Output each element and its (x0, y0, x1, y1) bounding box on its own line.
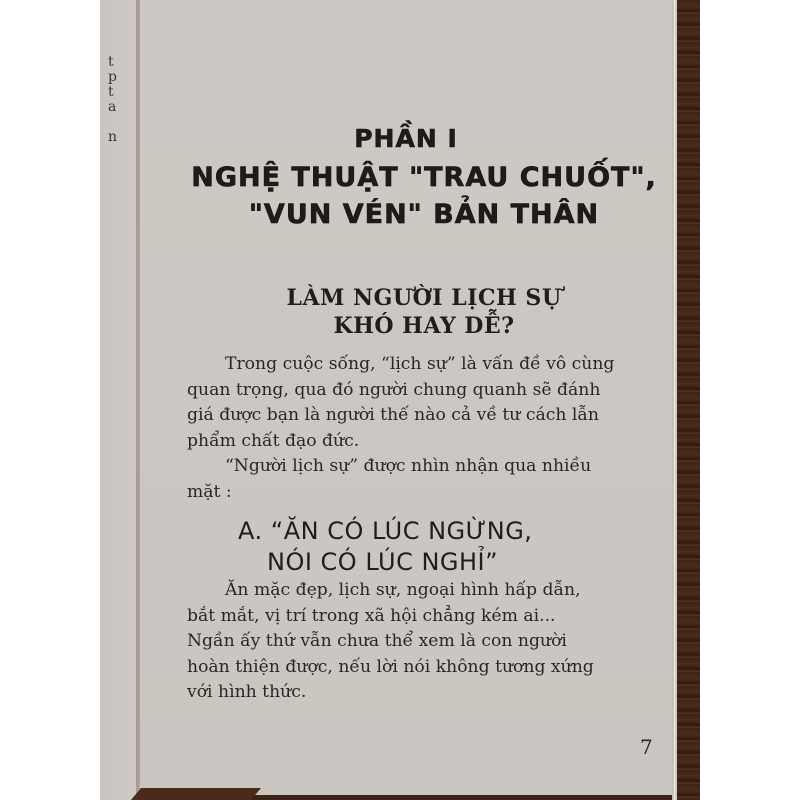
part-number: PHẦN I (354, 124, 458, 153)
text-line: với hình thức. (187, 682, 307, 702)
subsection-title-line-2: NÓI CÓ LÚC NGHỈ” (267, 548, 499, 576)
edge-letter: t (108, 54, 114, 70)
part-title-line-2: "VUN VÉN" BẢN THÂN (248, 199, 600, 230)
edge-letter: t (108, 84, 114, 100)
text-line: phẩm chất đạo đức. (187, 430, 360, 451)
subsection-title-line-1: A. “ĂN CÓ LÚC NGỪNG, (238, 517, 533, 545)
section-title-line-2: KHÓ HAY DỄ? (333, 313, 515, 339)
paragraph-2 (187, 454, 592, 505)
text-line: Ngần ấy thứ vẫn chưa thể xem là con người (187, 631, 567, 651)
text-line: giá được bạn là người thế nào cả về tư cách lẫn (187, 405, 599, 425)
page-content (100, 0, 700, 800)
text-line: bắt mắt, vị trí trong xã hội chẳng kém ai... (187, 605, 556, 626)
page-number: 7 (640, 735, 653, 759)
text-line: quan trọng, qua đó người chung quanh sẽ đánh (187, 379, 601, 400)
book-photo (100, 0, 700, 800)
part-title-line-1: NGHỆ THUẬT "TRAU CHUỐT", (191, 162, 657, 193)
text-line: Ăn mặc đẹp, lịch sự, ngoại hình hấp dẫn, (225, 580, 581, 600)
paragraph-1 (187, 352, 615, 454)
edge-letter: a (108, 99, 117, 115)
text-line: Trong cuộc sống, “lịch sự” là vấn đề vô cùng (225, 354, 615, 374)
subsection-paragraph (187, 578, 599, 706)
edge-letter: p (108, 69, 117, 85)
text-line: “Người lịch sự” được nhìn nhận qua nhiều (225, 456, 592, 476)
section-title-line-1: LÀM NGƯỜI LỊCH SỰ (286, 285, 562, 311)
text-line: hoàn thiện được, nếu lời nói không tương xứng (187, 656, 594, 677)
edge-letter: n (108, 129, 118, 145)
text-line: mặt : (187, 481, 232, 502)
